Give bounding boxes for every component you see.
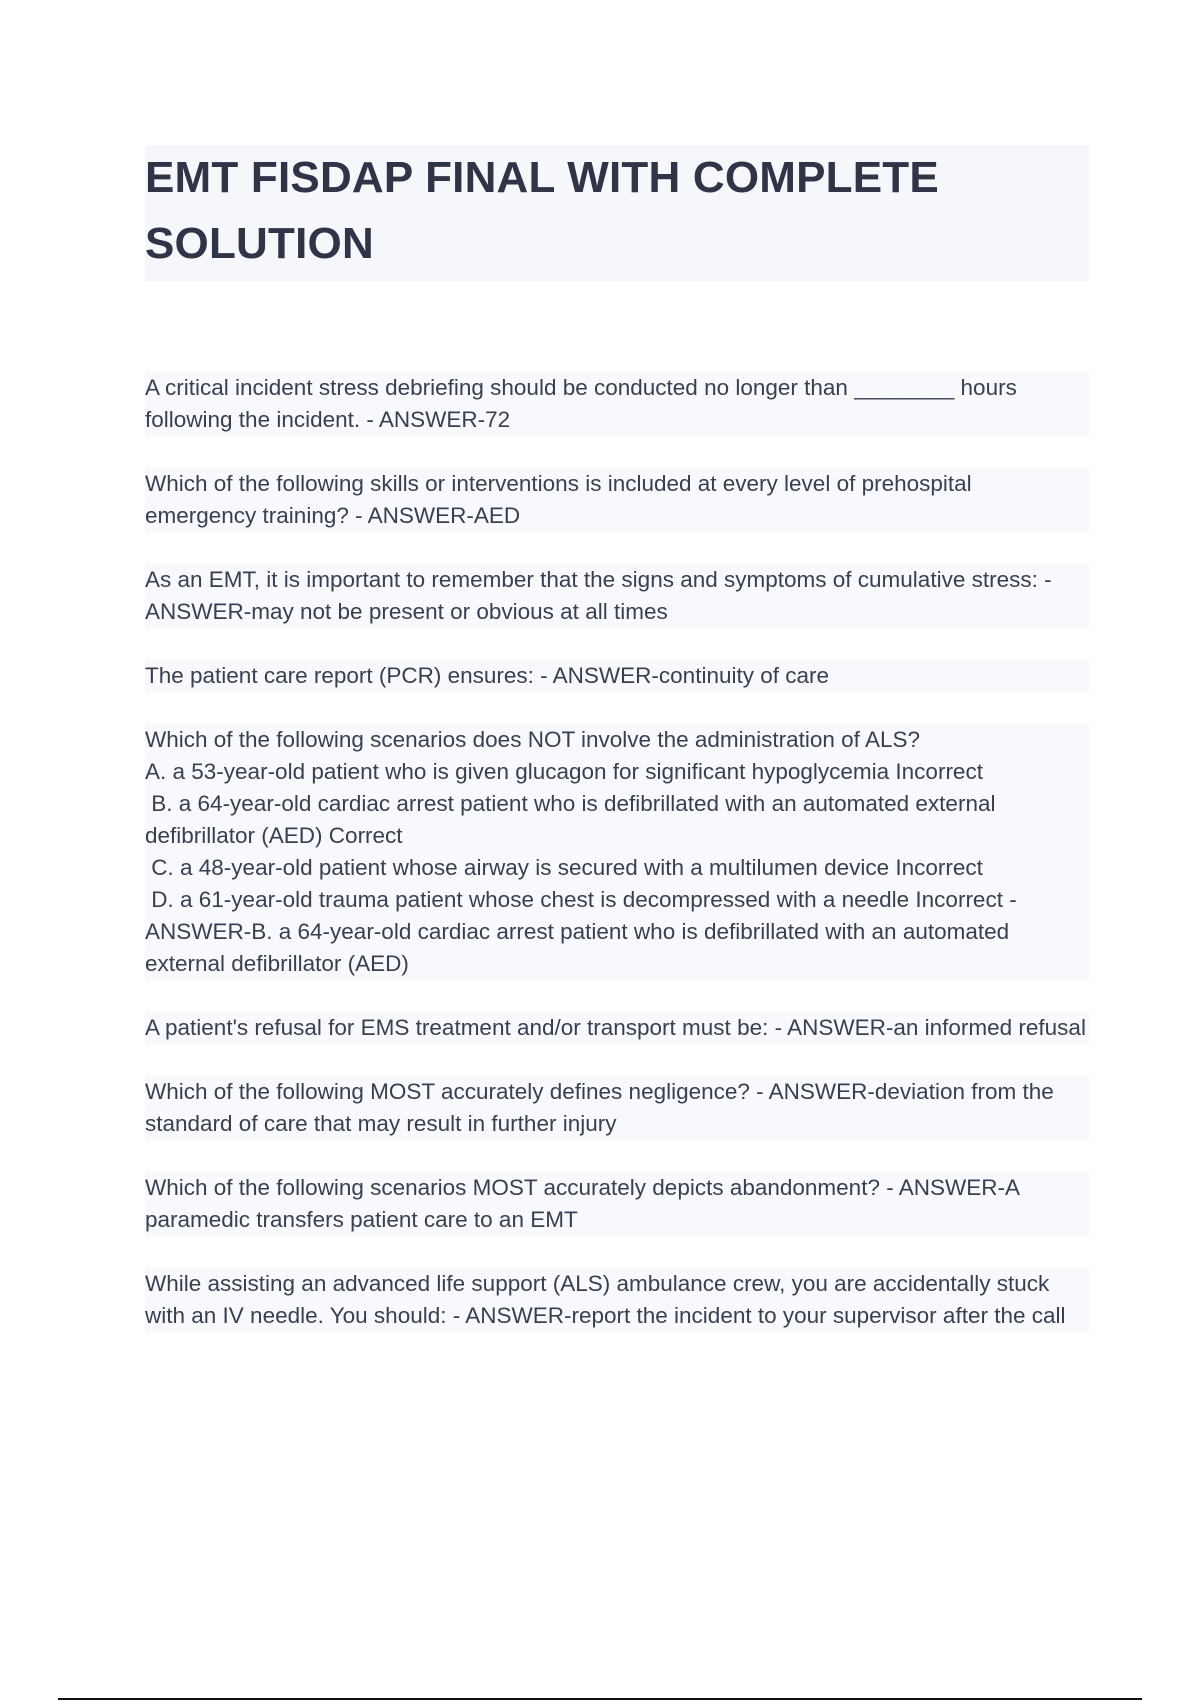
- qa-item-2: Which of the following skills or interventions is included at every level of prehospital emergency training? - ANSWER-AED: [145, 468, 1089, 532]
- qa-item-7: Which of the following MOST accurately defines negligence? - ANSWER-deviation from the standard of care that may result in further injury: [145, 1076, 1089, 1140]
- qa-item-9: While assisting an advanced life support (ALS) ambulance crew, you are accidentally stuck with an IV needle. You should: - ANSWER-report the incident to your supervisor after the call: [145, 1268, 1089, 1332]
- qa-list: [145, 372, 1089, 1364]
- title-block: [145, 145, 1089, 281]
- qa-item-1: A critical incident stress debriefing should be conducted no longer than ________ hours following the incident. - ANSWER-72: [145, 372, 1089, 436]
- qa-item-8: Which of the following scenarios MOST accurately depicts abandonment? - ANSWER-A paramedic transfers patient care to an EMT: [145, 1172, 1089, 1236]
- qa-item-4: The patient care report (PCR) ensures: - ANSWER-continuity of care: [145, 660, 1089, 692]
- qa-item-6: A patient's refusal for EMS treatment and/or transport must be: - ANSWER-an informed refusal: [145, 1012, 1089, 1044]
- qa-item-3: As an EMT, it is important to remember that the signs and symptoms of cumulative stress: - ANSWER-may not be present or obvious at all times: [145, 564, 1089, 628]
- document-title: EMT FISDAP FINAL WITH COMPLETE SOLUTION: [145, 153, 939, 268]
- qa-item-5: Which of the following scenarios does NOT involve the administration of ALS? A. a 53-year-old patient who is given glucagon for significant hypoglycemia Incorrect B. a 64-year-old cardiac arrest patient who is defibrillated with an automated external defibrillator (AED) Correct C. a 48-year-old patient whose airway is secured with a multilumen device Incorrect D. a 61-year-old trauma patient whose chest is decompressed with a needle Incorrect - ANSWER-B. a 64-year-old cardiac arrest patient who is defibrillated with an automated external defibrillator (AED): [145, 724, 1089, 980]
